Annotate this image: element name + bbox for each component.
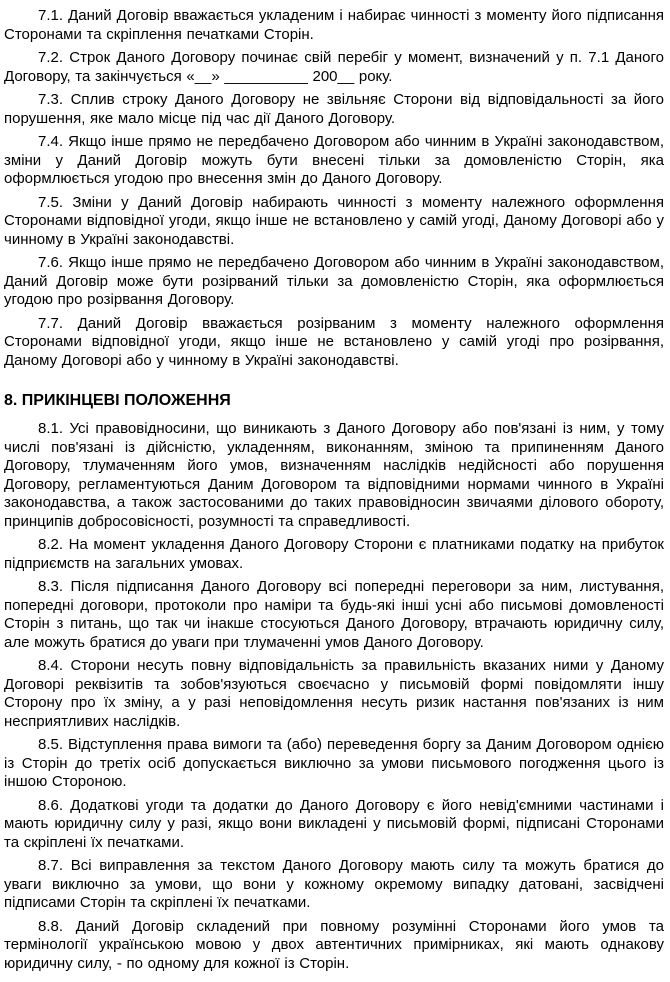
clause-text: Всі виправлення за текстом Даного Договору мають силу та можуть братися до уваги виключно за умови, що вони у кожному окремому випадку датовані, засвідчені підписами Сторін та скріплені їх печатками. — [4, 857, 665, 911]
clause-number: 7.5. — [38, 193, 64, 211]
clause-text: Якщо інше прямо не передбачено Договором або чинним в Україні законодавством, зміни у Даний Договір можуть бути внесені тільки за домовленістю Сторін, яка оформлюється угодою про внесення змін до Даного Договору. — [4, 133, 665, 187]
clause-text: Зміни у Даний Договір набирають чинності з моменту належного оформлення Сторонами відповідної угоди, якщо інше не встановлено у самій угоді, Даному Договорі або у чинному в Україні законодавстві. — [4, 193, 664, 248]
clause-number: 7.4. — [38, 133, 64, 150]
clause-8-2 — [4, 536, 664, 573]
clause-number: 7.1. — [38, 7, 64, 24]
clause-number: 8.4. — [38, 657, 64, 674]
clause-text: Якщо інше прямо не передбачено Договором або чинним в Україні законодавством, Даний Договір може бути розірваний тільки за домовленістю Сторін, яка оформлюється угодою про розірвання Договору. — [4, 254, 665, 308]
clause-7-6 — [4, 254, 664, 310]
clause-text: Даний Договір вважається укладеним і набирає чинності з моменту його підписання Сторонами та скріплення печатками Сторін. — [4, 7, 665, 43]
clause-text: Відступлення права вимоги та (або) переведення боргу за Даним Договором однією із Сторін до третіх осіб допускається виключно за умови письмового погодження цього із іншою Стороною. — [4, 736, 665, 790]
clause-7-1 — [4, 7, 664, 44]
clause-8-6 — [4, 797, 664, 853]
clause-8-8 — [4, 918, 664, 974]
clause-7-3 — [4, 91, 664, 128]
clause-number: 8.8. — [38, 917, 64, 935]
section-8-heading: 8. ПРИКІНЦЕВІ ПОЛОЖЕННЯ — [4, 392, 231, 409]
clause-number: 8.3. — [38, 578, 64, 595]
clause-text: Строк Даного Договору починає свій перебіг у момент, визначений у п. 7.1 Даного Договору, та закінчується «__» __________ 200__ року. — [4, 49, 664, 85]
clause-number: 8.7. — [38, 857, 64, 874]
clause-8-7 — [4, 857, 664, 913]
contract-text-body — [4, 7, 664, 973]
clause-number: 7.7. — [38, 314, 64, 332]
clause-8-3 — [4, 578, 664, 652]
clause-text: Даний Договір складений при повному розумінні Сторонами його умов та термінології українською мовою у двох автентичних примірниках, які мають однакову юридичну силу, - по одному для кожної із Сторін. — [4, 917, 664, 972]
clause-number: 7.2. — [38, 49, 64, 66]
clause-number: 8.5. — [38, 736, 64, 753]
clause-number: 8.6. — [38, 796, 64, 814]
clause-number: 8.1. — [38, 420, 64, 437]
clause-8-4 — [4, 657, 664, 731]
clause-number: 7.3. — [38, 91, 64, 108]
clause-text: На момент укладення Даного Договору Сторони є платниками податку на прибуток підприємств на загальних умовах. — [4, 536, 664, 572]
clause-text: Сторони несуть повну відповідальність за правильність вказаних ними у Даному Договорі реквізитів та зобов'язуються своєчасно у письмовій формі повідомляти іншу Сторону про їх зміну, а у разі неповідомлення несуть ризик настання пов'язаних із ним несприятливих наслідків. — [4, 657, 664, 730]
clause-7-4 — [4, 133, 664, 189]
clause-number: 8.2. — [38, 536, 64, 553]
clause-8-1 — [4, 420, 664, 531]
clause-text: Додаткові угоди та додатки до Даного Договору є його невід'ємними частинами і мають юридичну силу у разі, якщо вони викладені у письмовій формі, підписані Сторонами та скріплені їх печатками. — [4, 796, 664, 851]
clause-number: 7.6. — [38, 254, 64, 271]
clause-7-7 — [4, 315, 664, 371]
clause-text: Даний Договір вважається розірваним з моменту належного оформлення Сторонами відповідної угоди, якщо інше не встановлено у самій угоді про розірвання, Даному Договорі або у чинному в Україні законодавстві. — [4, 314, 664, 369]
clause-8-5 — [4, 736, 664, 792]
clause-text: Сплив строку Даного Договору не звільняє Сторони від відповідальності за його порушення, яке мало місце під час дії Даного Договору. — [4, 91, 664, 127]
clause-text: Після підписання Даного Договору всі попередні переговори за ним, листування, попередні договори, протоколи про наміри та будь-які інші усні або письмові домовленості Сторін з питань, що так чи інакше стосуються Даного Договору, втрачають юридичну силу, але можуть братися до уваги при тлумаченні умов Даного Договору. — [4, 578, 664, 651]
clause-text: Усі правовідносини, що виникають з Даного Договору або пов'язані із ним, у тому числі пов'язані із дійсністю, укладенням, виконанням, зміною та припиненням Даного Договору, тлумаченням його умов, визначенням наслідків недійсності або порушення Договору, регламентуються Даним Договором та відповідними нормами чинного в Україні законодавства, а також застосованими до таких правовідносин звичаями ділового обороту, принципів добросовісності, розумності та справедливості. — [4, 420, 664, 530]
clause-7-2 — [4, 49, 664, 86]
clause-7-5 — [4, 194, 664, 250]
